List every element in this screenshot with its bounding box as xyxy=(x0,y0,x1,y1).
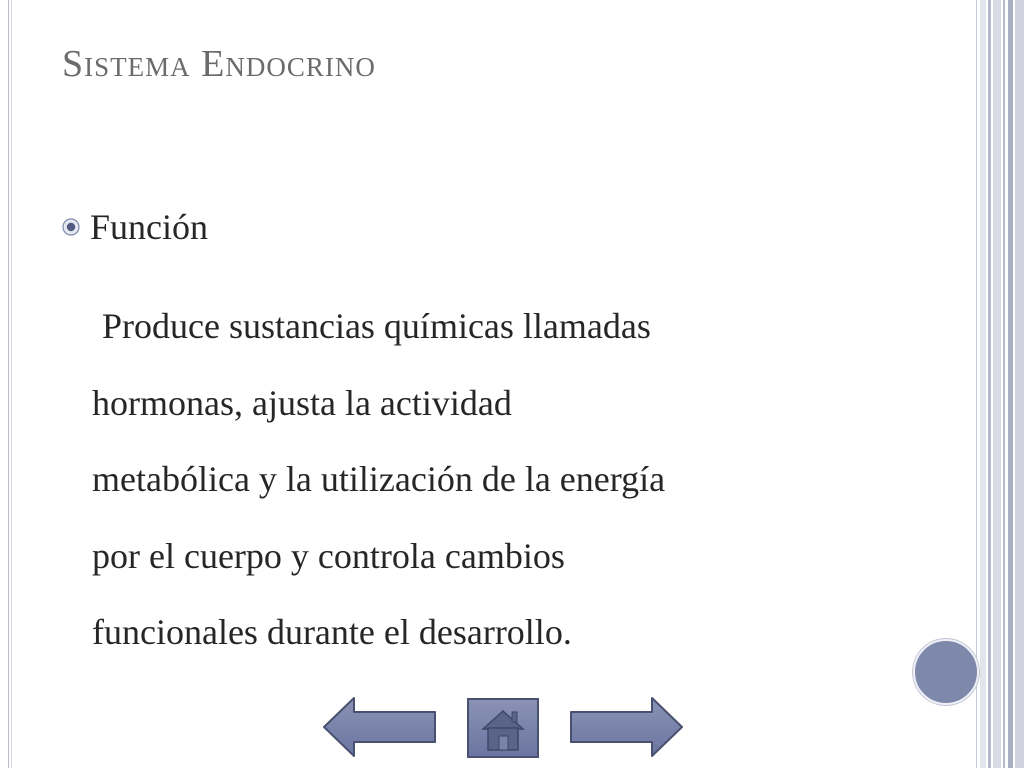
body-paragraph xyxy=(92,288,912,671)
decorative-circle xyxy=(913,639,979,705)
body-line: funcionales durante el desarrollo. xyxy=(92,612,572,652)
next-slide-button[interactable] xyxy=(568,696,684,763)
body-line: metabólica y la utilización de la energía xyxy=(92,459,666,499)
body-line: hormonas, ajusta la actividad xyxy=(92,382,512,423)
frame-line xyxy=(8,0,9,768)
home-icon xyxy=(466,697,540,759)
previous-slide-button[interactable] xyxy=(322,696,438,763)
home-button[interactable] xyxy=(466,697,540,764)
bullet-item xyxy=(62,206,208,248)
bullet-label: Función xyxy=(90,207,209,247)
body-line: por el cuerpo y controla cambios xyxy=(92,535,565,576)
slide-title: Sistema Endocrino xyxy=(62,43,376,85)
body-line: Produce sustancias químicas llamadas xyxy=(102,306,651,346)
frame-line xyxy=(11,0,12,768)
next-arrow-icon xyxy=(568,696,684,758)
previous-arrow-icon xyxy=(322,696,438,758)
bullet-icon xyxy=(62,218,80,236)
